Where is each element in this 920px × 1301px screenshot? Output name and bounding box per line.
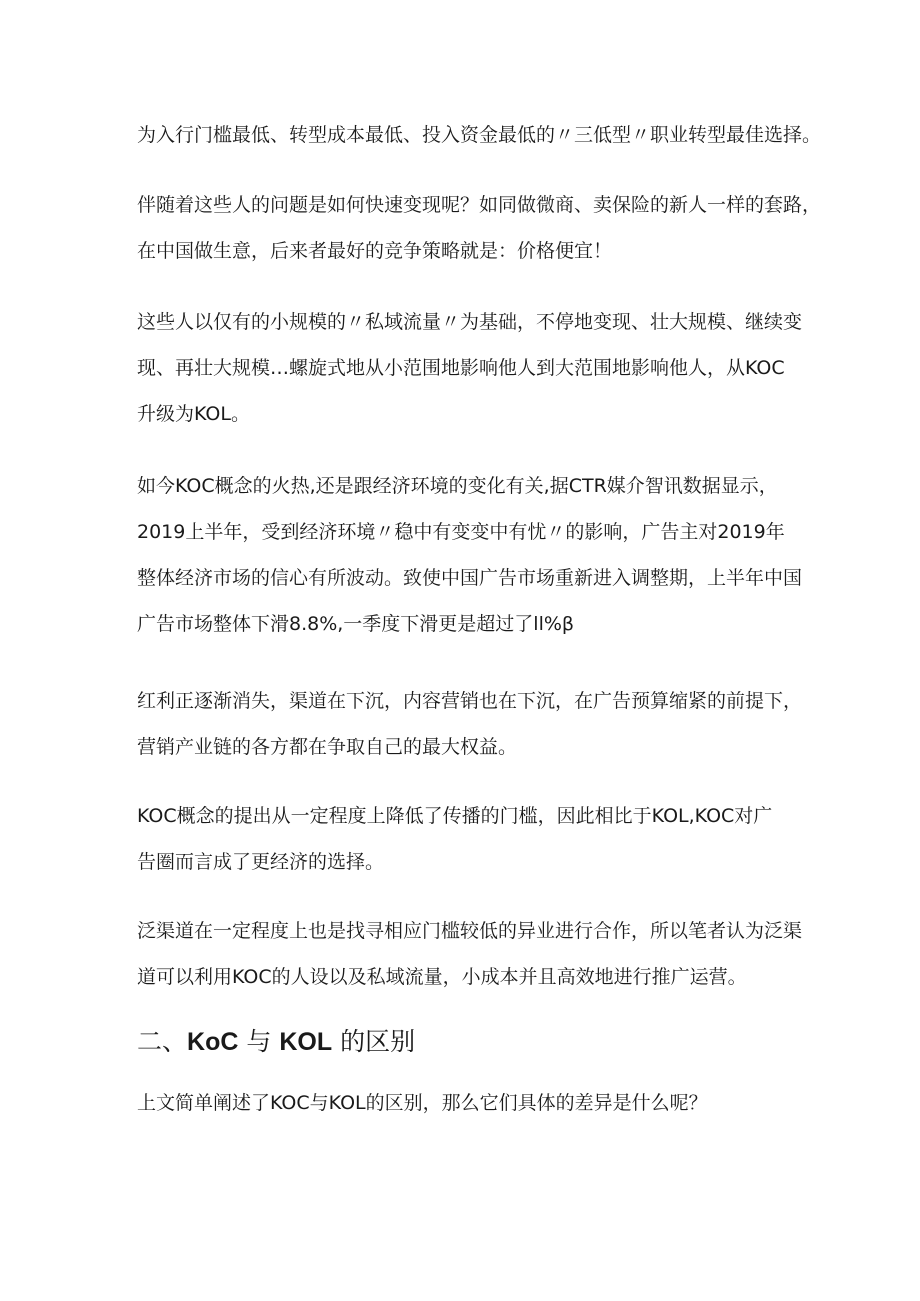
heading-term-koc: KoC [187, 1028, 239, 1056]
paragraph-8 [137, 1080, 802, 1126]
text-line: KOC概念的提出从一定程度上降低了传播的门槛，因此相比于KOL,KOC对广 [137, 805, 773, 827]
paragraph-2 [137, 182, 822, 274]
text-line: 在中国做生意，后来者最好的竞争策略就是：价格便宜！ [137, 240, 613, 262]
text-line: 升级为KOL。 [137, 403, 250, 425]
heading-mid: 与 [246, 1027, 272, 1056]
paragraph-7 [137, 908, 802, 1000]
text-line: 如今KOC概念的火热,还是跟经济环境的变化有关,据CTR媒介智讯数据显示， [137, 475, 778, 497]
text-line: 整体经济市场的信心有所波动。致使中国广告市场重新进入调整期，上半年中国 [137, 567, 803, 589]
text-line: 伴随着这些人的问题是如何快速变现呢？如同做微商、卖保险的新人一样的套路， [137, 194, 822, 216]
section-heading [137, 1022, 415, 1062]
text-line: 上文简单阐述了KOC与KOL的区别，那么它们具体的差异是什么呢？ [137, 1092, 708, 1114]
paragraph-3 [137, 299, 802, 437]
text-line: 这些人以仅有的小规模的〃私域流量〃为基础，不停地变现、壮大规模、继续变 [137, 311, 803, 333]
heading-term-kol: KOL [279, 1028, 333, 1056]
text-line: 营销产业链的各方都在争取自己的最大权益。 [137, 736, 518, 758]
heading-suffix: 的区别 [340, 1027, 416, 1056]
paragraph-4 [137, 463, 802, 647]
paragraph-1 [137, 112, 822, 158]
heading-prefix: 二、 [137, 1027, 188, 1056]
text-line: 2019上半年，受到经济环境〃稳中有变变中有忧〃的影响，广告主对2019年 [137, 521, 785, 543]
text-line: 道可以利用KOC的人设以及私域流量，小成本并且高效地进行推广运营。 [137, 966, 747, 988]
text-line: 现、再壮大规模…螺旋式地从小范围地影响他人到大范围地影响他人，从KOC [137, 357, 785, 379]
text-line: 红利正逐渐消失，渠道在下沉，内容营销也在下沉，在广告预算缩紧的前提下， [137, 690, 803, 712]
paragraph-6 [137, 793, 802, 885]
text-line: 广告市场整体下滑8.8%,一季度下滑更是超过了ll%β [137, 613, 575, 635]
text-line: 为入行门槛最低、转型成本最低、投入资金最低的〃三低型〃职业转型最佳选择。 [137, 124, 822, 146]
text-line: 告圈而言成了更经济的选择。 [137, 851, 385, 873]
text-line: 泛渠道在一定程度上也是找寻相应门槛较低的异业进行合作，所以笔者认为泛渠 [137, 920, 803, 942]
paragraph-5 [137, 678, 802, 770]
